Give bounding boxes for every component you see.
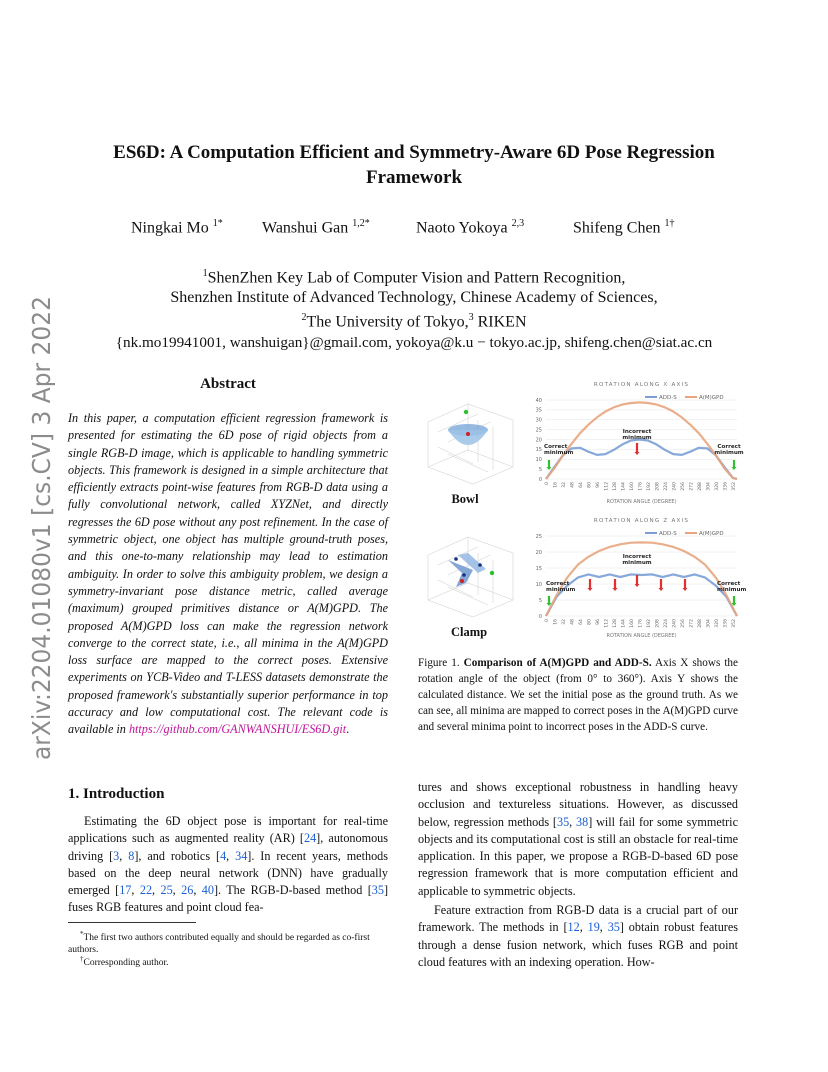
x-tick-label: 16 <box>553 482 559 488</box>
y-tick-label: 0 <box>538 613 542 620</box>
chart-title: ROTATION ALONG Z AXIS <box>593 518 690 524</box>
footnote-1: *The first two authors contributed equally and should be regarded as co-first authors. <box>68 930 370 956</box>
x-tick-label: 208 <box>655 482 661 491</box>
figure-caption: Figure 1. Comparison of A(M)GPD and ADD-S. Axis X shows the rotation angle of the object (from 0° to 360°). Axis Y shows the calculated distance. We set the initial pose as the ground truth. As we can see, all minima are mapped to correct poses in the A(M)GPD curve and several minima point to incorrect poses in the ADD-S curve. <box>418 657 738 733</box>
annotation-label: Incorrect <box>622 429 652 435</box>
citation-link[interactable]: 12 <box>567 920 580 935</box>
correct-minimum-arrow <box>733 460 735 467</box>
x-tick-label: 80 <box>587 619 593 625</box>
y-tick-label: 25 <box>535 427 542 434</box>
citation-link[interactable]: 40 <box>201 883 214 898</box>
incorrect-minimum-arrow-head <box>635 584 640 587</box>
affiliations <box>40 264 788 353</box>
x-tick-label: 48 <box>570 482 576 488</box>
x-tick-label: 112 <box>604 619 610 628</box>
abstract-body: In this paper, a computation efficient regression framework is presented for estimating the 6D pose of rigid objects from a single RGB-D image, which is applicable to handling symmetric objects. This framework is designed in a simple architecture that efficiently extracts point-wise features from RGB-D data using a fully convolutional network, called XYZNet, and directly regresses the 6D pose without any post refinement. In the case of symmetric object, one object has multiple ground-truth poses, and this one-to-many relationship may lead to estimation ambiguity. In order to solve this ambiguity problem, we design a symmetry-invariant pose distance metric, called average (maximum) grouped primitives distance or A(M)GPD. The proposed A(M)GPD loss can make the regression network converge to the correct state, i.e., all minima in the A(M)GPD loss surface are mapped to the correct poses. Extensive experiments on YCB-Video and T-LESS datasets demonstrate the proposed framework's substantially superior performance in top accuracy and low computational cost. The relevant code is available in https://github.com/GANWANSHUI/ES6D.git. <box>68 411 388 737</box>
y-tick-label: 35 <box>535 407 542 414</box>
x-tick-label: 208 <box>655 619 661 628</box>
y-tick-label: 40 <box>535 397 542 404</box>
footnote-rule <box>68 922 196 923</box>
x-tick-label: 272 <box>689 619 695 628</box>
x-tick-label: 304 <box>706 482 712 491</box>
x-tick-label: 160 <box>629 482 635 491</box>
x-tick-label: 128 <box>612 482 618 491</box>
annotation-label: minimum <box>622 560 652 566</box>
x-tick-label: 48 <box>570 619 576 625</box>
y-tick-label: 0 <box>538 476 542 483</box>
author-3: Naoto Yokoya $^{2,3}$ <box>416 218 525 237</box>
x-tick-label: 192 <box>646 619 652 628</box>
y-tick-label: 5 <box>538 466 542 473</box>
x-tick-label: 176 <box>638 619 644 628</box>
incorrect-minimum-arrow <box>636 443 638 452</box>
x-tick-label: 192 <box>646 482 652 491</box>
x-tick-label: 0 <box>545 482 550 485</box>
author-2: Wanshui Gan $^{1,2*}$ <box>262 218 370 237</box>
affil-line-2: Shenzhen Institute of Advanced Technology, Chinese Academy of Sciences, <box>170 289 658 307</box>
x-tick-label: 240 <box>672 619 678 628</box>
legend-label: ADD-S <box>659 395 677 401</box>
x-tick-label: 128 <box>612 619 618 628</box>
legend-label: ADD-S <box>659 531 677 537</box>
annotation-label: minimum <box>717 587 747 593</box>
intro-heading: 1. Introduction <box>68 786 165 802</box>
correct-minimum-arrow-head <box>732 467 737 470</box>
citation-link[interactable]: 25 <box>160 883 173 898</box>
x-tick-label: 320 <box>714 619 720 628</box>
incorrect-minimum-arrow-head <box>635 452 640 455</box>
title-line-2: Framework <box>365 167 463 188</box>
citation-link[interactable]: 35 <box>371 883 384 898</box>
annotation-label: Correct <box>717 444 741 450</box>
citation-link[interactable]: 3 <box>113 848 120 863</box>
y-tick-label: 15 <box>535 565 542 572</box>
abstract-heading: Abstract <box>200 376 256 392</box>
author-emails: {nk.mo19941001, wanshuigan}@gmail.com, yokoya@k.u − tokyo.ac.jp, shifeng.chen@siat.ac.cn <box>115 333 713 351</box>
incorrect-minimum-arrow <box>660 579 662 588</box>
intro-paragraph-1: Estimating the 6D object pose is important for real-time applications such as augmented reality (AR) [24], autonomous driving [3, 8], and robotics [4, 34]. In recent years, methods based on the deep neural network (DNN) have gradually emerged [17, 22, 25, 26, 40]. The RGB-D-based method [35] fuses RGB features and point cloud fea- <box>68 814 389 915</box>
intro-paragraph-3: Feature extraction from RGB-D data is a crucial part of our framework. The methods in [12, 19, 35] obtain robust features through a dense fusion network, which fuses RGB and point cloud features with an indexing operation. How- <box>418 903 739 969</box>
citation-link[interactable]: 26 <box>181 883 194 898</box>
chart-rotation-x <box>525 375 744 510</box>
chart-title: ROTATION ALONG X AXIS <box>593 382 690 388</box>
incorrect-minimum-arrow-head <box>588 588 593 591</box>
x-tick-label: 256 <box>680 619 686 628</box>
citation-link[interactable]: 22 <box>139 883 153 898</box>
legend-label: A(M)GPD <box>699 531 724 537</box>
clamp-render <box>418 525 518 625</box>
x-tick-label: 224 <box>663 482 669 491</box>
legend-label: A(M)GPD <box>699 395 724 401</box>
y-tick-label: 30 <box>535 417 542 424</box>
bowl-label: Bowl <box>451 492 479 506</box>
code-link[interactable]: https://github.com/GANWANSHUI/ES6D.git <box>128 722 347 737</box>
x-tick-label: 32 <box>561 619 567 625</box>
adds-curve <box>546 574 737 616</box>
y-tick-label: 15 <box>535 447 542 454</box>
citation-link[interactable]: 24 <box>303 831 317 846</box>
correct-minimum-arrow <box>733 596 735 603</box>
correct-minimum-arrow <box>548 596 550 603</box>
x-tick-label: 96 <box>595 482 601 488</box>
citation-link[interactable]: 35 <box>607 920 620 935</box>
citation-link[interactable]: 8 <box>128 848 135 863</box>
citation-link[interactable]: 38 <box>576 814 589 829</box>
correct-minimum-arrow-head <box>547 467 552 470</box>
incorrect-minimum-arrow <box>636 575 638 584</box>
correct-minimum-arrow <box>548 460 550 467</box>
arxiv-sidebar <box>8 263 68 770</box>
x-axis-label: ROTATION ANGLE (DEGREE) <box>606 499 677 505</box>
citation-link[interactable]: 17 <box>119 883 132 898</box>
x-tick-label: 0 <box>545 619 550 622</box>
author-4: Shifeng Chen $^{1\dagger}$ <box>573 218 675 237</box>
affil-line-1: $^1$ShenZhen Key Lab of Computer Vision and Pattern Recognition, <box>202 268 626 287</box>
clamp-label: Clamp <box>450 625 488 639</box>
intro-paragraph-2: tures and shows exceptional robustness in handling heavy occlusion and textureless situations. However, as discussed below, regression methods [35, 38] will fail for some symmetric objects and its computational cost is still an obstacle for real-time application. In this paper, we propose a RGB-D-based 6D pose regression framework that is more computation efficient and applicable to symmetric objects. <box>418 780 738 898</box>
citation-link[interactable]: 34 <box>235 848 248 863</box>
x-tick-label: 272 <box>689 482 695 491</box>
annotation-label: Correct <box>546 581 570 587</box>
y-tick-label: 10 <box>535 581 542 588</box>
annotation-label: Correct <box>544 444 568 450</box>
annotation-label: minimum <box>546 587 576 593</box>
annotation-label: minimum <box>714 450 744 456</box>
x-tick-label: 176 <box>638 482 644 491</box>
paper-title <box>60 140 768 190</box>
incorrect-minimum-arrow-head <box>613 588 618 591</box>
x-tick-label: 144 <box>621 619 627 628</box>
incorrect-minimum-arrow <box>614 579 616 588</box>
y-tick-label: 25 <box>535 533 542 540</box>
citation-link[interactable]: 19 <box>587 920 600 935</box>
author-1: Ningkai Mo $^{1*}$ <box>131 218 223 237</box>
x-tick-label: 336 <box>723 619 729 628</box>
x-tick-label: 352 <box>731 482 737 491</box>
x-tick-label: 96 <box>595 619 601 625</box>
x-tick-label: 32 <box>561 482 567 488</box>
x-tick-label: 64 <box>578 619 584 625</box>
annotation-label: minimum <box>544 450 574 456</box>
incorrect-minimum-arrow <box>684 579 686 588</box>
x-tick-label: 224 <box>663 619 669 628</box>
arxiv-id: arXiv:2204.01080v1 [cs.CV] 3 Apr 2022 <box>27 263 56 760</box>
chart-rotation-z <box>525 511 747 641</box>
title-line-1: ES6D: A Computation Efficient and Symmetry-Aware 6D Pose Regression <box>113 142 715 163</box>
x-tick-label: 64 <box>578 482 584 488</box>
citation-link[interactable]: 4 <box>220 848 227 863</box>
annotation-label: Correct <box>717 581 741 587</box>
y-tick-label: 5 <box>538 597 542 604</box>
x-tick-label: 288 <box>697 619 703 628</box>
incorrect-minimum-arrow-head <box>683 588 688 591</box>
x-tick-label: 160 <box>629 619 635 628</box>
x-tick-label: 304 <box>706 619 712 628</box>
y-tick-label: 20 <box>535 549 542 556</box>
y-tick-label: 10 <box>535 457 542 464</box>
bowl-render <box>418 392 518 492</box>
x-tick-label: 240 <box>672 482 678 491</box>
x-tick-label: 16 <box>553 619 559 625</box>
author-list <box>0 218 828 240</box>
incorrect-minimum-arrow <box>589 579 591 588</box>
x-axis-label: ROTATION ANGLE (DEGREE) <box>606 633 677 639</box>
y-tick-label: 20 <box>535 437 542 444</box>
annotation-label: Incorrect <box>622 554 652 560</box>
x-tick-label: 144 <box>621 482 627 491</box>
x-tick-label: 352 <box>731 619 737 628</box>
x-tick-label: 80 <box>587 482 593 488</box>
x-tick-label: 336 <box>723 482 729 491</box>
x-tick-label: 112 <box>604 482 610 491</box>
affil-line-3: $^2$The University of Tokyo,$^3$ RIKEN <box>301 312 527 331</box>
citation-link[interactable]: 35 <box>556 814 570 829</box>
x-tick-label: 288 <box>697 482 703 491</box>
annotation-label: minimum <box>622 435 652 441</box>
footnote-2: †Corresponding author. <box>80 955 169 969</box>
incorrect-minimum-arrow-head <box>659 588 664 591</box>
x-tick-label: 320 <box>714 482 720 491</box>
x-tick-label: 256 <box>680 482 686 491</box>
